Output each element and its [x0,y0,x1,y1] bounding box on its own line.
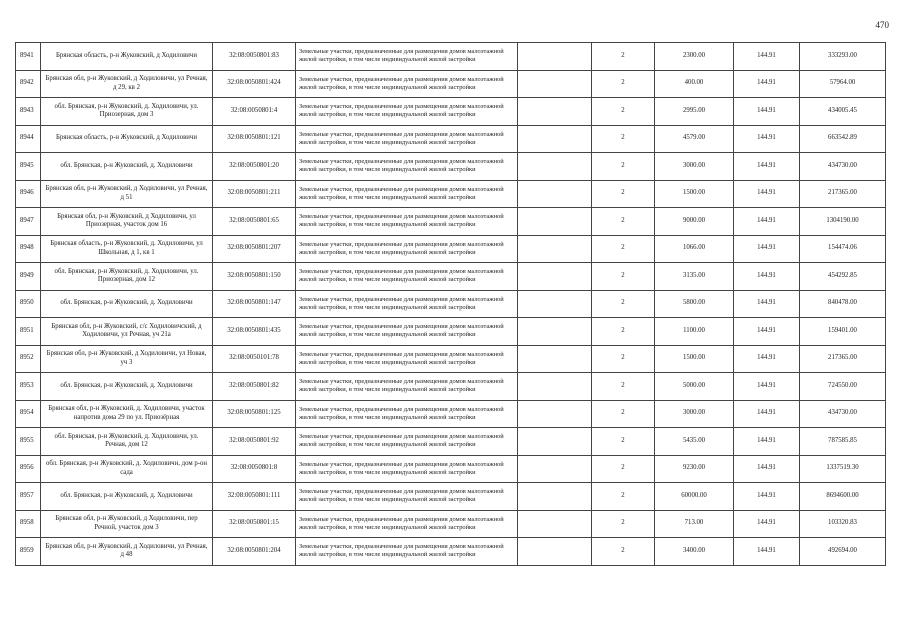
rate-cell: 144.91 [734,428,800,456]
row-number: 8954 [16,400,41,428]
table-row [16,180,886,208]
empty-cell [518,208,592,236]
group-cell: 2 [592,98,655,126]
cadastral-value-cell: 103320.83 [800,510,886,538]
rate-cell: 144.91 [734,235,800,263]
land-use-cell: Земельные участки, предназначенные для размещения домов малоэтажной жилой застройки, в том числе индивидуальной жилой застройки [296,400,518,428]
group-cell: 2 [592,290,655,318]
cadastral-number-cell: 32:08:0050801:147 [213,290,296,318]
rate-cell: 144.91 [734,455,800,483]
group-cell: 2 [592,235,655,263]
table-row [16,400,886,428]
table-row [16,43,886,71]
area-cell: 9000.00 [655,208,734,236]
empty-cell [518,538,592,566]
table-row [16,428,886,456]
land-use-cell: Земельные участки, предназначенные для размещения домов малоэтажной жилой застройки, в том числе индивидуальной жилой застройки [296,70,518,98]
group-cell: 2 [592,153,655,181]
area-cell: 2300.00 [655,43,734,71]
land-use-cell: Земельные участки, предназначенные для размещения домов малоэтажной жилой застройки, в том числе индивидуальной жилой застройки [296,455,518,483]
cadastral-value-cell: 1304190.00 [800,208,886,236]
group-cell: 2 [592,125,655,153]
cadastral-number-cell: 32:08:0050801:424 [213,70,296,98]
table-row [16,263,886,291]
empty-cell [518,428,592,456]
group-cell: 2 [592,318,655,346]
rate-cell: 144.91 [734,538,800,566]
group-cell: 2 [592,43,655,71]
area-cell: 4579.00 [655,125,734,153]
cadastral-value-cell: 454292.85 [800,263,886,291]
table-row [16,70,886,98]
address-cell: Брянская обл, р-н Жуковский, с/с Ходиловичский, д Ходиловичи, ул Речная, уч 21а [41,318,213,346]
rate-cell: 144.91 [734,153,800,181]
area-cell: 60000.00 [655,483,734,511]
cadastral-number-cell: 32:08:0050801:211 [213,180,296,208]
rate-cell: 144.91 [734,373,800,401]
area-cell: 3000.00 [655,153,734,181]
area-cell: 1066.00 [655,235,734,263]
area-cell: 713.00 [655,510,734,538]
land-use-cell: Земельные участки, предназначенные для размещения домов малоэтажной жилой застройки, в том числе индивидуальной жилой застройки [296,263,518,291]
address-cell: обл. Брянская, р-н Жуковский, д. Ходиловичи [41,483,213,511]
row-number: 8949 [16,263,41,291]
area-cell: 3135.00 [655,263,734,291]
rate-cell: 144.91 [734,263,800,291]
cadastral-number-cell: 32:08:0050801:15 [213,510,296,538]
rate-cell: 144.91 [734,180,800,208]
rate-cell: 144.91 [734,70,800,98]
area-cell: 3400.00 [655,538,734,566]
land-use-cell: Земельные участки, предназначенные для размещения домов малоэтажной жилой застройки, в том числе индивидуальной жилой застройки [296,98,518,126]
empty-cell [518,263,592,291]
table-row [16,125,886,153]
cadastral-number-cell: 32:08:0050801:4 [213,98,296,126]
rate-cell: 144.91 [734,318,800,346]
cadastral-number-cell: 32:08:0050801:207 [213,235,296,263]
cadastral-value-cell: 492694.00 [800,538,886,566]
empty-cell [518,400,592,428]
cadastral-number-cell: 32:08:0050801:121 [213,125,296,153]
table-row [16,483,886,511]
address-cell: Брянская обл, р-н Жуковский, д Ходиловичи, ул Речная, д 48 [41,538,213,566]
area-cell: 3000.00 [655,400,734,428]
area-cell: 2995.00 [655,98,734,126]
land-use-cell: Земельные участки, предназначенные для размещения домов малоэтажной жилой застройки, в том числе индивидуальной жилой застройки [296,510,518,538]
group-cell: 2 [592,180,655,208]
table-row [16,235,886,263]
table-row [16,510,886,538]
cadastral-value-cell: 333293.00 [800,43,886,71]
group-cell: 2 [592,208,655,236]
cadastral-value-cell: 434730.00 [800,153,886,181]
address-cell: Брянская обл, р-н Жуковский, д Ходиловичи, ул Речная, д 29, кв 2 [41,70,213,98]
cadastral-number-cell: 32:08:0050801:83 [213,43,296,71]
cadastral-number-cell: 32:08:0050801:20 [213,153,296,181]
empty-cell [518,235,592,263]
cadastral-value-cell: 1337519.30 [800,455,886,483]
address-cell: обл. Брянская, р-н Жуковский, д. Ходиловичи, ул. Речная, дом 12 [41,428,213,456]
address-cell: Брянская область, р-н Жуковский, д Ходиловичи [41,43,213,71]
row-number: 8956 [16,455,41,483]
group-cell: 2 [592,373,655,401]
group-cell: 2 [592,455,655,483]
page-number: 470 [875,20,889,30]
cadastral-value-cell: 57964.00 [800,70,886,98]
rate-cell: 144.91 [734,400,800,428]
area-cell: 5800.00 [655,290,734,318]
cadastral-value-cell: 724550.00 [800,373,886,401]
table-row [16,345,886,373]
row-number: 8957 [16,483,41,511]
empty-cell [518,153,592,181]
cadastral-number-cell: 32:08:0050801:111 [213,483,296,511]
land-use-cell: Земельные участки, предназначенные для размещения домов малоэтажной жилой застройки, в том числе индивидуальной жилой застройки [296,538,518,566]
row-number: 8946 [16,180,41,208]
area-cell: 5435.00 [655,428,734,456]
group-cell: 2 [592,70,655,98]
address-cell: Брянская обл, р-н Жуковский, д Ходиловичи, пер Речной, участок дом 3 [41,510,213,538]
table-row [16,455,886,483]
land-use-cell: Земельные участки, предназначенные для размещения домов малоэтажной жилой застройки, в том числе индивидуальной жилой застройки [296,345,518,373]
rate-cell: 144.91 [734,208,800,236]
cadastral-value-cell: 8694600.00 [800,483,886,511]
empty-cell [518,455,592,483]
cadastral-number-cell: 32:08:0050801:82 [213,373,296,401]
cadastral-value-cell: 663542.89 [800,125,886,153]
address-cell: обл. Брянская, р-н Жуковский, д. Ходиловичи, дом р-он сада [41,455,213,483]
group-cell: 2 [592,345,655,373]
group-cell: 2 [592,263,655,291]
table-row [16,153,886,181]
row-number: 8958 [16,510,41,538]
area-cell: 1500.00 [655,180,734,208]
area-cell: 1500.00 [655,345,734,373]
cadastral-value-cell: 159401.00 [800,318,886,346]
rate-cell: 144.91 [734,43,800,71]
empty-cell [518,290,592,318]
row-number: 8943 [16,98,41,126]
cadastral-number-cell: 32:08:0050801:65 [213,208,296,236]
row-number: 8947 [16,208,41,236]
address-cell: обл. Брянская, р-н Жуковский, д. Ходиловичи [41,290,213,318]
land-use-cell: Земельные участки, предназначенные для размещения домов малоэтажной жилой застройки, в том числе индивидуальной жилой застройки [296,125,518,153]
cadastral-value-cell: 434005.45 [800,98,886,126]
row-number: 8953 [16,373,41,401]
empty-cell [518,180,592,208]
address-cell: Брянская обл, р-н Жуковский, д. Ходиловичи, участок напротив дома 29 по ул. Приозёрная [41,400,213,428]
row-number: 8959 [16,538,41,566]
address-cell: Брянская обл, р-н Жуковский, д Ходиловичи, ул Речная, д 51 [41,180,213,208]
land-use-cell: Земельные участки, предназначенные для размещения домов малоэтажной жилой застройки, в том числе индивидуальной жилой застройки [296,373,518,401]
address-cell: обл. Брянская, р-н Жуковский, д. Ходиловичи, ул. Приозерная, дом 12 [41,263,213,291]
empty-cell [518,318,592,346]
rate-cell: 144.91 [734,98,800,126]
address-cell: Брянская область, р-н Жуковский, д Ходиловичи [41,125,213,153]
empty-cell [518,125,592,153]
table-body [16,43,886,566]
cadastral-value-cell: 840478.00 [800,290,886,318]
group-cell: 2 [592,428,655,456]
cadastral-value-cell: 217365.00 [800,345,886,373]
row-number: 8955 [16,428,41,456]
row-number: 8951 [16,318,41,346]
row-number: 8952 [16,345,41,373]
group-cell: 2 [592,400,655,428]
address-cell: обл. Брянская, р-н Жуковский, д. Ходиловичи, ул. Приозерная, дом 3 [41,98,213,126]
row-number: 8942 [16,70,41,98]
table-row [16,290,886,318]
land-use-cell: Земельные участки, предназначенные для размещения домов малоэтажной жилой застройки, в том числе индивидуальной жилой застройки [296,428,518,456]
land-use-cell: Земельные участки, предназначенные для размещения домов малоэтажной жилой застройки, в том числе индивидуальной жилой застройки [296,318,518,346]
row-number: 8950 [16,290,41,318]
address-cell: Брянская область, р-н Жуковский, д. Ходиловичи, ул Школьная, д 1, кв 1 [41,235,213,263]
address-cell: обл. Брянская, р-н Жуковский, д. Ходиловичи [41,153,213,181]
cadastral-number-cell: 32:08:0050801:204 [213,538,296,566]
table-row [16,318,886,346]
cadastral-value-cell: 434730.00 [800,400,886,428]
empty-cell [518,373,592,401]
address-cell: Брянская обл, р-н Жуковский, д Ходиловичи, ул Новая, уч 3 [41,345,213,373]
land-use-cell: Земельные участки, предназначенные для размещения домов малоэтажной жилой застройки, в том числе индивидуальной жилой застройки [296,153,518,181]
empty-cell [518,98,592,126]
rate-cell: 144.91 [734,345,800,373]
address-cell: обл. Брянская, р-н Жуковский, д. Ходиловичи [41,373,213,401]
rate-cell: 144.91 [734,125,800,153]
table-row [16,373,886,401]
cadastral-value-cell: 154474.06 [800,235,886,263]
area-cell: 1100.00 [655,318,734,346]
land-use-cell: Земельные участки, предназначенные для размещения домов малоэтажной жилой застройки, в том числе индивидуальной жилой застройки [296,290,518,318]
rate-cell: 144.91 [734,290,800,318]
cadastral-value-cell: 787585.85 [800,428,886,456]
land-use-cell: Земельные участки, предназначенные для размещения домов малоэтажной жилой застройки, в том числе индивидуальной жилой застройки [296,180,518,208]
cadastral-value-cell: 217365.00 [800,180,886,208]
cadastral-number-cell: 32:08:0050101:78 [213,345,296,373]
empty-cell [518,345,592,373]
group-cell: 2 [592,538,655,566]
table-row [16,208,886,236]
cadastral-number-cell: 32:08:0050801:435 [213,318,296,346]
cadastral-value-table [15,42,886,566]
land-use-cell: Земельные участки, предназначенные для размещения домов малоэтажной жилой застройки, в том числе индивидуальной жилой застройки [296,208,518,236]
row-number: 8941 [16,43,41,71]
rate-cell: 144.91 [734,483,800,511]
group-cell: 2 [592,483,655,511]
row-number: 8945 [16,153,41,181]
empty-cell [518,70,592,98]
address-cell: Брянская обл, р-н Жуковский, д Ходиловичи, ул Приозерная, участок дом 16 [41,208,213,236]
land-use-cell: Земельные участки, предназначенные для размещения домов малоэтажной жилой застройки, в том числе индивидуальной жилой застройки [296,483,518,511]
empty-cell [518,510,592,538]
area-cell: 9230.00 [655,455,734,483]
group-cell: 2 [592,510,655,538]
rate-cell: 144.91 [734,510,800,538]
cadastral-number-cell: 32:08:0050801:150 [213,263,296,291]
cadastral-number-cell: 32:08:0050801:92 [213,428,296,456]
table-row [16,538,886,566]
area-cell: 400.00 [655,70,734,98]
land-use-cell: Земельные участки, предназначенные для размещения домов малоэтажной жилой застройки, в том числе индивидуальной жилой застройки [296,235,518,263]
row-number: 8944 [16,125,41,153]
cadastral-number-cell: 32:08:0050801:8 [213,455,296,483]
land-use-cell: Земельные участки, предназначенные для размещения домов малоэтажной жилой застройки, в том числе индивидуальной жилой застройки [296,43,518,71]
table-row [16,98,886,126]
cadastral-number-cell: 32:08:0050801:125 [213,400,296,428]
area-cell: 5000.00 [655,373,734,401]
empty-cell [518,43,592,71]
row-number: 8948 [16,235,41,263]
empty-cell [518,483,592,511]
